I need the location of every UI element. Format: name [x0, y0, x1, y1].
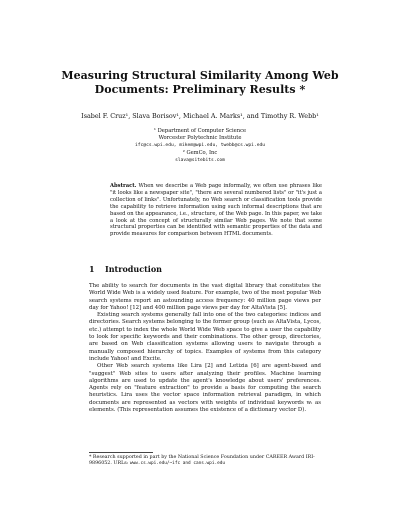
affiliation-company: ² GemCo, Inc — [182, 149, 218, 156]
affiliation-company-email: slava@sitebits.com — [175, 157, 225, 163]
abstract-text: When we describe a Web page informally, we often use phrases like "it looks like a newspaper site", "there are several numbered lists" or "it's just a collection of links". Unfortunately, no Web search or classification tools provide the capability to retrieve information using such informal descriptions that are based on the appearance, i.e., structure, of the Web page. In this paper, we take a look at the concept of structurally similar Web pages. We note that some structural properties can be identified with semantic properties of the data and provide measures for comparison between HTML documents. — [110, 183, 322, 238]
paragraph: Other Web search systems like Lira [2] and Letizia [6] are agent-based and "suggest" Web sites to users after analyzing their profiles. Machine learning algorithms are used to update the agent's knowledge about users' preferences. Agents rely on "feature extraction" to provide a basis for computing the search heuristics. Lira uses the vector space information retrieval paradigm, in which documents are represented as vectors with weights of individual keywords wᵢ as elements. (This representation assumes the existence of a dictionary vector D). — [89, 363, 321, 414]
paper-title — [60, 69, 340, 97]
affiliation-institute: Worcester Polytechnic Institute — [158, 135, 242, 142]
footnote — [89, 455, 321, 468]
affiliation-emails: ifc@cs.wpi.edu, mikem@wpi.edu, twebb@cs.wpi.edu — [135, 143, 265, 149]
author-list: Isabel F. Cruz¹, Slava Borisov¹, Michael A. Marks¹, and Timothy R. Webb¹ — [81, 112, 319, 120]
affiliation-department: ¹ Department of Computer Science — [153, 128, 247, 134]
footnote-rule — [89, 452, 153, 453]
body-text — [89, 283, 321, 414]
section-heading — [89, 264, 162, 274]
footnote-urls: www.cs.wpi.edu/~ifc and cans.wpi.edu — [129, 461, 226, 467]
paragraph: The ability to search for documents in the vast digital library that constitutes the World Wide Web is a widely used feature. For example, two of the most popular Web search systems report an astounding access frequency: 40 million page views per day for Yahoo! [12] and 400 million page views per day for AltaVista [5]. — [89, 283, 321, 311]
section-number: 1 — [89, 264, 95, 274]
title-line-1: Measuring Structural Similarity Among Web — [61, 69, 339, 82]
paragraph: Existing search systems generally fall into one of the two categories: indices and directories. Search systems belonging to the former group (such as AltaVista, Lycos, etc.) attempt to index the whole World Wide Web space to give a user the capability to look for specific keywords and their combinations. The other group, directories, are based on Web classification systems allowing users to navigate through a manually composed hierarchy of topics. Examples of systems from this category include Yahoo! and Excite. — [89, 312, 321, 362]
footnote-text: * Research supported in part by the National Science Foundation under CAREER Award IRI-9896052. URLs: — [89, 455, 315, 467]
abstract — [110, 183, 322, 238]
section-title: Introduction — [105, 264, 162, 274]
affiliation-block — [80, 128, 320, 164]
title-line-2: Documents: Preliminary Results * — [94, 83, 306, 96]
abstract-label: Abstract. — [110, 183, 137, 189]
